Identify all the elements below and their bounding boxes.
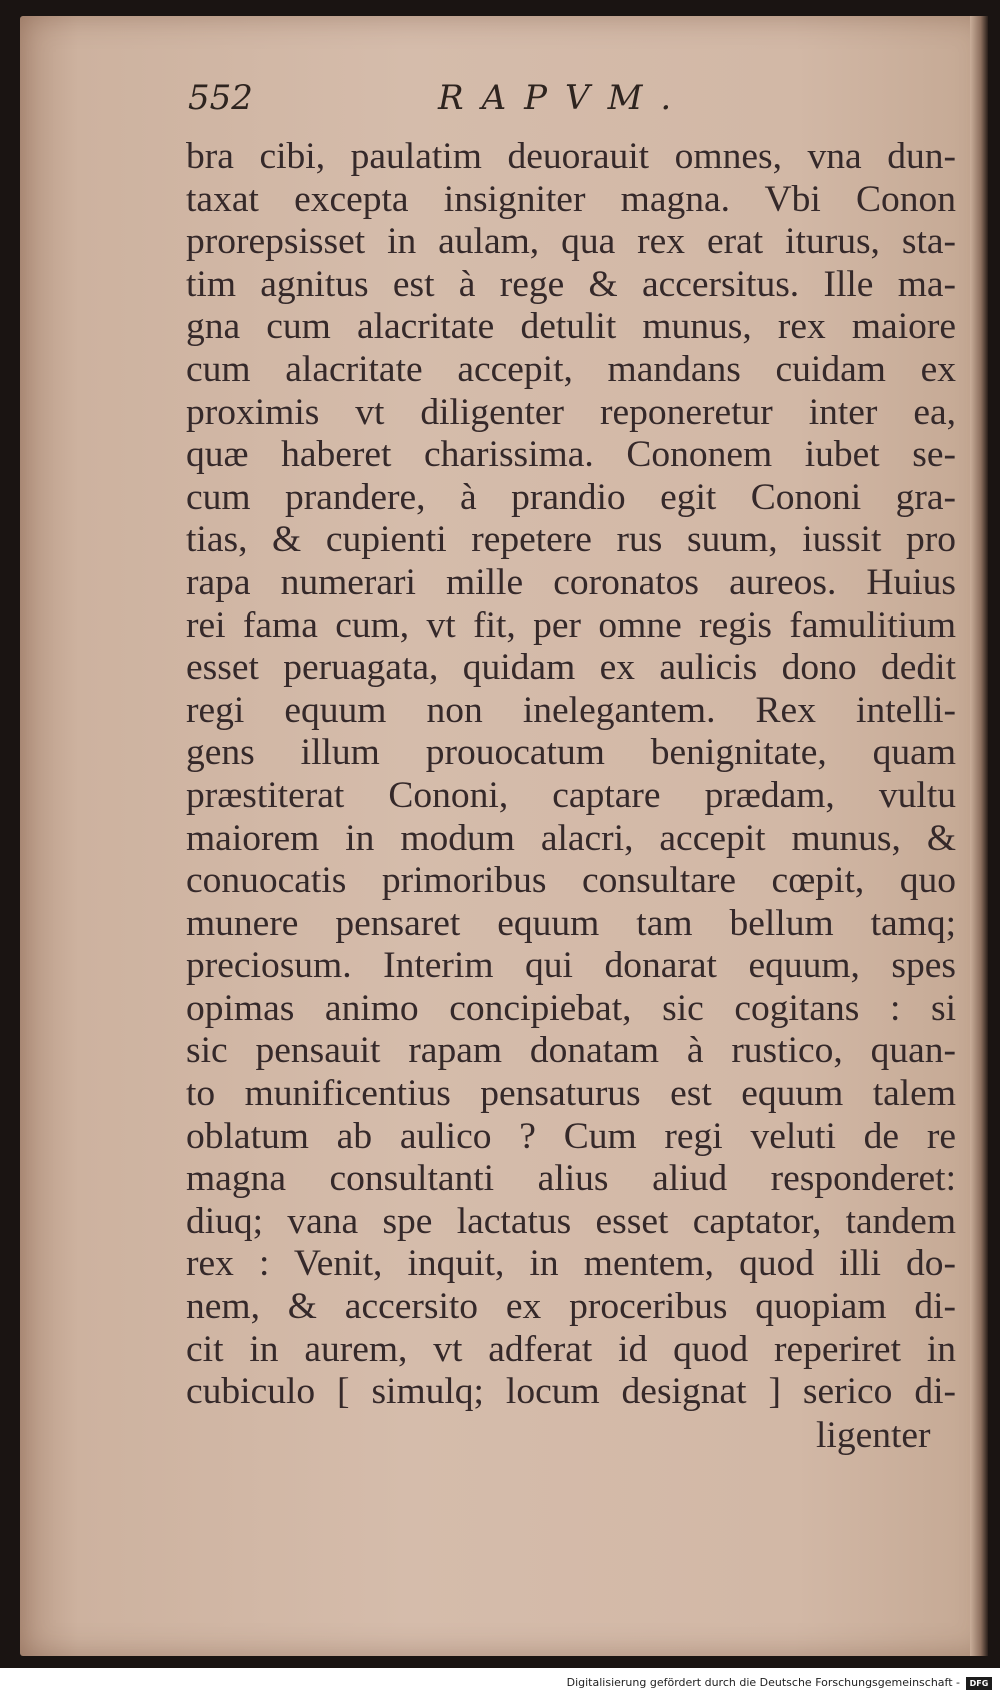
text-line: tim agnitus est à rege & accersitus. Ille ma-	[186, 263, 956, 305]
footer-credit: Digitalisierung gefördert durch die Deutsche Forschungsgemeinschaft -	[566, 1676, 960, 1689]
dfg-logo: DFG	[966, 1677, 992, 1690]
text-line: præstiterat Cononi, captare prædam, vultu	[186, 774, 956, 816]
text-line: bra cibi, paulatim deuorauit omnes, vna dun-	[186, 136, 956, 177]
text-line: maiorem in modum alacri, accepit munus, &	[186, 817, 956, 859]
page-header	[188, 78, 908, 128]
text-line: proximis vt diligenter reponeretur inter ea,	[186, 391, 956, 433]
body-text	[186, 136, 956, 1414]
text-line: cum alacritate accepit, mandans cuidam ex	[186, 348, 956, 390]
text-line: diuq; vana spe lactatus esset captator, tandem	[186, 1200, 956, 1242]
text-line: cubiculo [ simulq; locum designat ] serico di-	[186, 1371, 956, 1413]
text-line: taxat excepta insigniter magna. Vbi Conon	[186, 178, 956, 220]
text-line: rex : Venit, inquit, in mentem, quod illi do-	[186, 1243, 956, 1285]
page-number: 552	[188, 78, 253, 118]
text-line: regi equum non inelegantem. Rex intelli-	[186, 689, 956, 731]
text-line: quæ haberet charissima. Cononem iubet se-	[186, 434, 956, 476]
text-line: opimas animo concipiebat, sic cogitans : si	[186, 987, 956, 1029]
text-line: tias, & cupienti repetere rus suum, iussit pro	[186, 519, 956, 561]
text-line: conuocatis primoribus consultare cœpit, quo	[186, 860, 956, 902]
text-line: sic pensauit rapam donatam à rustico, quan-	[186, 1030, 956, 1072]
text-line: munere pensaret equum tam bellum tamq;	[186, 902, 956, 944]
text-line: gna cum alacritate detulit munus, rex maiore	[186, 306, 956, 348]
text-line: rei fama cum, vt fit, per omne regis famulitium	[186, 604, 956, 646]
text-line: cum prandere, à prandio egit Cononi gra-	[186, 476, 956, 518]
text-line: magna consultanti alius aliud responderet:	[186, 1158, 956, 1200]
running-title: RAPVM.	[438, 78, 690, 118]
text-line: nem, & accersito ex proceribus quopiam di-	[186, 1286, 956, 1328]
text-line: preciosum. Interim qui donarat equum, spes	[186, 945, 956, 987]
text-line: prorepsisset in aulam, qua rex erat iturus, sta-	[186, 221, 956, 263]
text-line: esset peruagata, quidam ex aulicis dono dedit	[186, 647, 956, 689]
text-line: gens illum prouocatum benignitate, quam	[186, 732, 956, 774]
text-line: to munificentius pensaturus est equum talem	[186, 1073, 956, 1115]
text-line: rapa numerari mille coronatos aureos. Huius	[186, 561, 956, 603]
page-edge	[970, 16, 988, 1656]
catchword: ligenter	[816, 1415, 931, 1456]
text-line: cit in aurem, vt adferat id quod reperiret in	[186, 1328, 956, 1370]
text-line: oblatum ab aulico ? Cum regi veluti de re	[186, 1115, 956, 1157]
footer	[0, 1674, 1000, 1696]
